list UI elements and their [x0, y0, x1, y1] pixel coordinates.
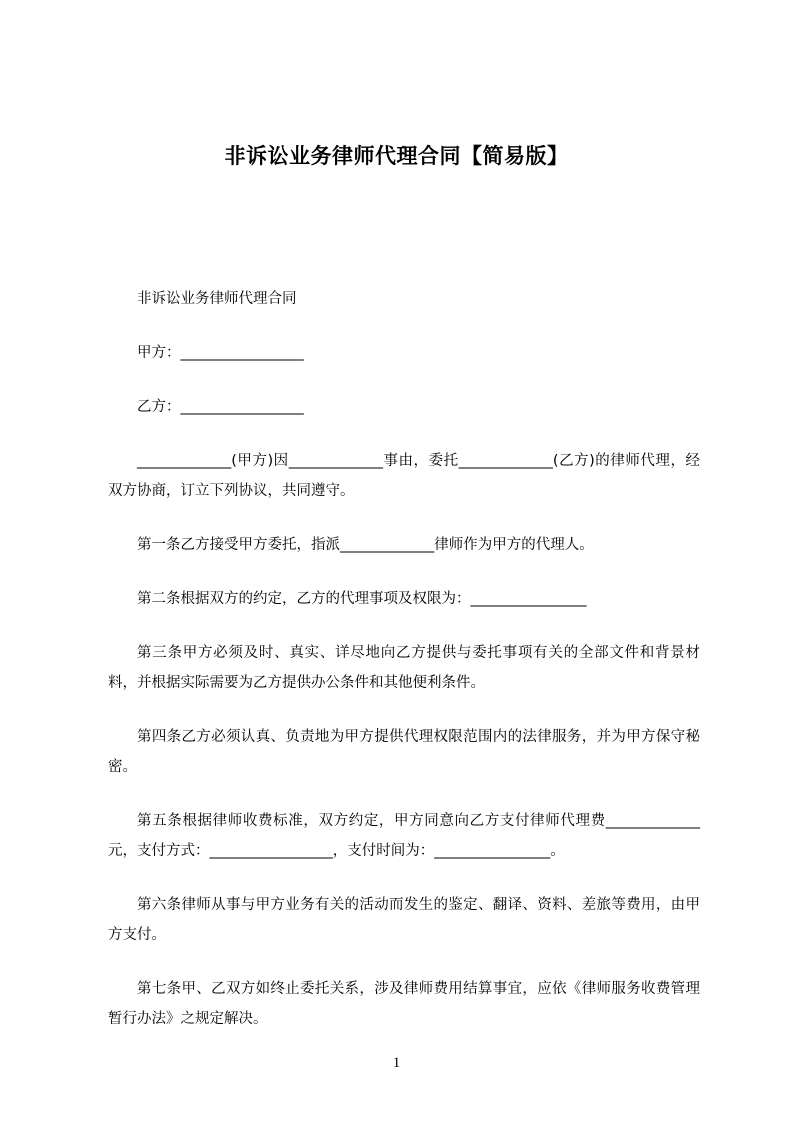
paragraph-party-a: 甲方：_________________: [137, 345, 304, 361]
paragraph-article-6: 第六条律师从事与甲方业务有关的活动而发生的鉴定、翻译、资料、差旅等费用，由甲方支付。: [108, 897, 700, 943]
paragraph-article-7: 第七条甲、乙双方如终止委托关系，涉及律师费用结算事宜，应依《律师服务收费管理暂行办法》之规定解决。: [108, 981, 700, 1027]
page-number: 1: [392, 1055, 401, 1071]
paragraph-article-4: 第四条乙方必须认真、负责地为甲方提供代理权限范围内的法律服务，并为甲方保守秘密。: [108, 729, 700, 775]
paragraph-article-5: 第五条根据律师收费标准，双方约定，甲方同意向乙方支付律师代理费_____________元，支付方式：_________________，支付时间为：________________。: [108, 813, 700, 859]
paragraph-article-2: 第二条根据双方的约定，乙方的代理事项及权限为：________________: [137, 591, 587, 607]
paragraph-preamble: _____________(甲方)因_____________事由，委托_____________(乙方)的律师代理，经双方协商，订立下列协议，共同遵守。: [108, 453, 700, 499]
paragraph-article-1: 第一条乙方接受甲方委托，指派_____________律师作为甲方的代理人。: [137, 537, 594, 553]
document-title: 非诉讼业务律师代理合同【简易版】: [224, 144, 569, 168]
paragraph-party-b: 乙方：_________________: [137, 399, 304, 415]
paragraph-heading: 非诉讼业务律师代理合同: [137, 291, 297, 307]
paragraph-article-3: 第三条甲方必须及时、真实、详尽地向乙方提供与委托事项有关的全部文件和背景材料，并根据实际需要为乙方提供办公条件和其他便利条件。: [108, 645, 700, 691]
document-body: [108, 284, 700, 1058]
